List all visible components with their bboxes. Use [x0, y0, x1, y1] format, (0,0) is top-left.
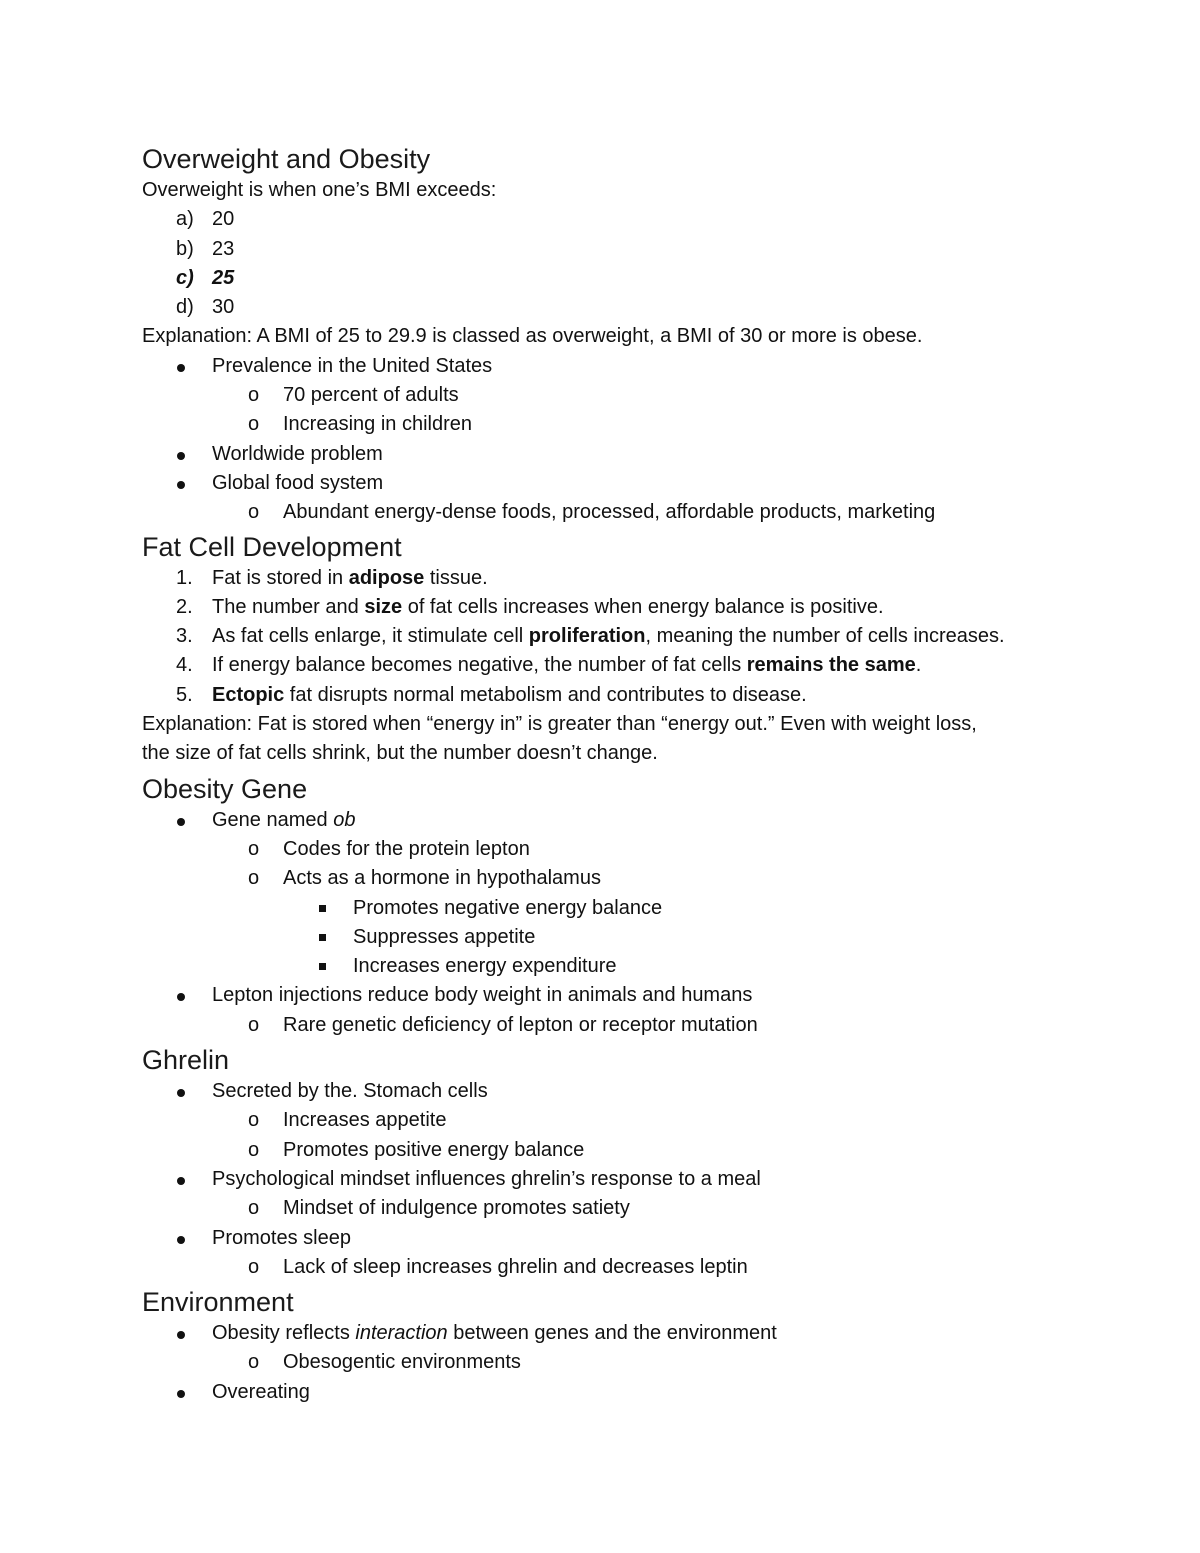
bullet-text: Prevalence in the United States	[212, 354, 493, 377]
bullet-icon	[177, 1390, 185, 1398]
sub-bullet-item	[142, 381, 1102, 410]
sub-bullet-text: Increases appetite	[283, 1109, 447, 1132]
sub-bullet-text: Promotes positive energy balance	[283, 1138, 585, 1161]
option-c-correct	[142, 264, 1102, 293]
numbered-item: 2. The number and size of fat cells increases when energy balance is positive.	[142, 593, 1102, 622]
numbered-item: 5. Ectopic fat disrupts normal metabolism and contributes to disease.	[142, 681, 1102, 710]
bullet-icon	[177, 993, 185, 1001]
tertiary-bullet-text: Suppresses appetite	[353, 925, 536, 948]
circle-bullet-icon: o	[248, 1255, 260, 1278]
heading-fat-cell-development: Fat Cell Development	[142, 531, 402, 562]
sub-bullet-text: Obesogentic environments	[283, 1351, 521, 1374]
sub-bullet-text: Increasing in children	[283, 413, 472, 436]
option-text: 20	[212, 208, 235, 231]
bullet-item	[142, 1224, 1102, 1253]
circle-bullet-icon: o	[248, 867, 260, 890]
option-marker: d)	[176, 296, 194, 319]
bullet-item: Obesity reflects interaction between genes and the environment	[142, 1319, 1102, 1348]
heading-overweight-obesity: Overweight and Obesity	[142, 144, 431, 174]
bullet-icon	[177, 1236, 185, 1244]
option-text: 30	[212, 296, 235, 319]
bullet-item	[142, 469, 1102, 498]
square-bullet-icon	[319, 963, 326, 970]
heading-obesity-gene: Obesity Gene	[142, 773, 308, 804]
item-number: 5.	[176, 683, 193, 706]
explanation-fat-line-2: the size of fat cells shrink, but the number doesn’t change.	[142, 742, 658, 765]
option-text: 23	[212, 237, 235, 260]
numbered-item: 3. As fat cells enlarge, it stimulate cell proliferation, meaning the number of cells increases.	[142, 622, 1102, 651]
option-marker: c)	[176, 266, 194, 289]
sub-bullet-item	[142, 410, 1102, 439]
circle-bullet-icon: o	[248, 413, 260, 436]
item-number: 4.	[176, 654, 193, 677]
circle-bullet-icon: o	[248, 1013, 260, 1036]
sub-bullet-item	[142, 1253, 1102, 1282]
sub-bullet-item	[142, 835, 1102, 864]
sub-bullet-text: Rare genetic deficiency of lepton or receptor mutation	[283, 1013, 758, 1036]
bullet-icon	[177, 818, 185, 826]
bullet-item	[142, 1077, 1102, 1106]
bullet-text: Promotes sleep	[212, 1226, 351, 1249]
sub-bullet-item	[142, 1348, 1102, 1377]
bullet-item	[142, 440, 1102, 469]
option-b	[142, 235, 1102, 264]
tertiary-bullet-text: Increases energy expenditure	[353, 955, 617, 978]
tertiary-bullet-item	[142, 952, 1102, 981]
bullet-text: Global food system	[212, 471, 384, 494]
option-a	[142, 205, 1102, 234]
question-text: Overweight is when one’s BMI exceeds:	[142, 179, 497, 201]
sub-bullet-text: Abundant energy-dense foods, processed, affordable products, marketing	[283, 501, 936, 524]
bullet-item	[142, 1165, 1102, 1194]
circle-bullet-icon: o	[248, 1197, 260, 1220]
bullet-text: Overeating	[212, 1380, 310, 1403]
bullet-text: Worldwide problem	[212, 442, 383, 465]
bullet-item	[142, 981, 1102, 1010]
sub-bullet-item	[142, 1194, 1102, 1223]
sub-bullet-item	[142, 1136, 1102, 1165]
tertiary-bullet-item	[142, 894, 1102, 923]
circle-bullet-icon: o	[248, 1109, 260, 1132]
sub-bullet-item	[142, 864, 1102, 893]
bullet-icon	[177, 364, 185, 372]
option-d	[142, 293, 1102, 322]
bullet-item	[142, 1378, 1102, 1407]
bullet-text: Psychological mindset influences ghrelin’s response to a meal	[212, 1167, 761, 1190]
bullet-icon	[177, 452, 185, 460]
square-bullet-icon	[319, 905, 326, 912]
item-number: 2.	[176, 595, 193, 618]
bullet-icon	[177, 1331, 185, 1339]
heading-ghrelin: Ghrelin	[142, 1045, 230, 1076]
bullet-item: Gene named ob	[142, 806, 1102, 835]
circle-bullet-icon: o	[248, 501, 260, 524]
square-bullet-icon	[319, 934, 326, 941]
sub-bullet-item	[142, 1106, 1102, 1135]
tertiary-bullet-item	[142, 923, 1102, 952]
sub-bullet-text: Mindset of indulgence promotes satiety	[283, 1197, 630, 1220]
numbered-item: 1. Fat is stored in adipose tissue.	[142, 564, 1102, 593]
explanation-bmi: Explanation: A BMI of 25 to 29.9 is classed as overweight, a BMI of 30 or more is obese.	[142, 325, 923, 348]
bullet-icon	[177, 1177, 185, 1185]
item-number: 3.	[176, 625, 193, 648]
option-text: 25	[212, 266, 235, 289]
bullet-text: Secreted by the. Stomach cells	[212, 1080, 488, 1103]
sub-bullet-text: 70 percent of adults	[283, 384, 459, 407]
circle-bullet-icon: o	[248, 384, 260, 407]
explanation-fat-line-1: Explanation: Fat is stored when “energy in” is greater than “energy out.” Even with weight loss,	[142, 713, 977, 736]
tertiary-bullet-text: Promotes negative energy balance	[353, 896, 663, 919]
circle-bullet-icon: o	[248, 837, 260, 860]
numbered-item: 4. If energy balance becomes negative, the number of fat cells remains the same.	[142, 651, 1102, 680]
sub-bullet-item	[142, 1011, 1102, 1040]
bullet-item	[142, 352, 1102, 381]
bullet-text: Lepton injections reduce body weight in animals and humans	[212, 984, 753, 1007]
bullet-icon	[177, 481, 185, 489]
sub-bullet-item	[142, 498, 1102, 527]
heading-environment: Environment	[142, 1287, 294, 1318]
item-number: 1.	[176, 566, 193, 589]
sub-bullet-text: Codes for the protein lepton	[283, 837, 530, 860]
sub-bullet-text: Acts as a hormone in hypothalamus	[283, 867, 601, 890]
option-marker: b)	[176, 237, 194, 260]
sub-bullet-text: Lack of sleep increases ghrelin and decreases leptin	[283, 1255, 748, 1278]
circle-bullet-icon: o	[248, 1138, 260, 1161]
bullet-icon	[177, 1089, 185, 1097]
option-marker: a)	[176, 208, 194, 231]
circle-bullet-icon: o	[248, 1351, 260, 1374]
document-page	[142, 142, 1102, 1407]
